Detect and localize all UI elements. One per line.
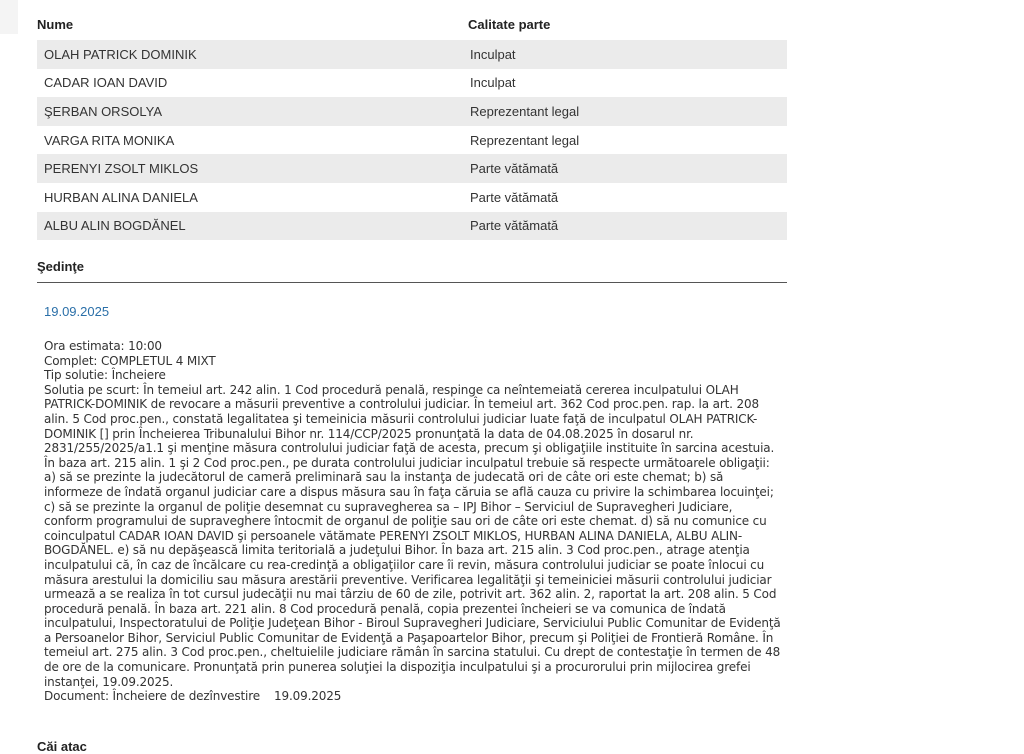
- party-name: ŞERBAN ORSOLYA: [37, 97, 468, 126]
- session-entry: [44, 304, 784, 704]
- table-row: [37, 212, 787, 241]
- party-name: CADAR IOAN DAVID: [37, 69, 468, 98]
- table-row: [37, 40, 787, 69]
- column-header-role: Calitate parte: [468, 16, 551, 32]
- party-name: VARGA RITA MONIKA: [37, 126, 468, 155]
- session-estimated-time: Ora estimata: 10:00: [44, 339, 162, 353]
- column-header-name: Nume: [37, 16, 74, 32]
- party-role: Inculpat: [468, 40, 787, 69]
- party-role: Parte vătămată: [468, 212, 787, 241]
- table-row: [37, 69, 787, 98]
- session-solution-summary: Solutia pe scurt: În temeiul art. 242 alin. 1 Cod procedură penală, respinge ca neîntemeiată cererea inculpatului OLAH PATRICK-DOMINIK de revocare a măsurii preventive a controlului judiciar. În temeiul art. 362 Cod proc.pen. rap. la art. 208 alin. 5 Cod proc.pen., constată legalitatea şi temeinicia măsurii controlului judiciar luate faţă de inculpatul OLAH PATRICK-DOMINIK [] prin Încheierea Tribunalului Bihor nr. 114/CCP/2025 pronunţată la data de 04.08.2025 în dosarul nr. 2831/255/2025/a1.1 şi menţine măsura controlului judiciar faţă de acesta, precum şi obligaţiile instituite în sarcina acestuia. În baza art. 215 alin. 1 şi 2 Cod proc.pen., pe durata controlului judiciar inculpatul trebuie să respecte următoarele obligaţii: a) să se prezinte la judecătorul de cameră preliminară sau la instanţa de judecată ori de câte ori este chemat; b) să informeze de îndată organul judiciar care a dispus măsura sau în faţa căruia se află cauza cu privire la schimbarea locuinţei; c) să se prezinte la organul de poliţie desemnat cu supravegherea sa – IPJ Bihor – Serviciul de Supravegheri Judiciare, conform programului de supraveghere întocmit de organul de poliţie sau ori de câte ori este chemat. d) să nu comunice cu coinculpatul CADAR IOAN DAVID şi persoanele vătămate PERENYI ZSOLT MIKLOS, HURBAN ALINA DANIELA, ALBU ALIN-BOGDĂNEL. e) să nu depăşească limita teritorială a judeţului Bihor. În baza art. 215 alin. 3 Cod proc.pen., atrage atenţia inculpatului că, în caz de încălcare cu rea-credinţă a obligaţiilor care îi revin, măsura controlului judiciar se poate înlocui cu măsura arestului la domiciliu sau măsura arestării preventive. Verificarea legalităţii şi temeiniciei măsurii controlului judiciar urmează a se realiza în tot cursul judecăţii nu mai târziu de 60 de zile, potrivit art. 362 alin. 2, raportat la art. 208 alin. 5 Cod procedură penală. În baza art. 221 alin. 8 Cod procedură penală, copia prezentei încheieri se va comunica de îndată inculpatului, Inspectoratului de Poliţie Judeţean Bihor - Biroul Supravegheri Judiciare, Serviciului Public Comunitar de Evidenţă a Persoanelor Bihor, Serviciul Public Comunitar de Evidenţă a Paşapoartelor Bihor, precum şi Poliţiei de Frontieră Române. În temeiul art. 275 alin. 3 Cod proc.pen., cheltuielile judiciare rămân în sarcina statului. Cu drept de contestaţie în termen de 48 de ore de la comunicare. Pronunţată prin punerea soluţiei la dispoziţia inculpatului şi a procurorului prin mijlocirea grefei instanţei, 19.09.2025.: [44, 382, 781, 689]
- sessions-section-title: Şedinţe: [37, 259, 787, 283]
- session-document-date: 19.09.2025: [273, 689, 342, 704]
- session-details: [44, 339, 784, 704]
- table-row: [37, 126, 787, 155]
- table-row: [37, 154, 787, 183]
- session-document-label: Document: Încheiere de dezînvestire: [44, 689, 260, 704]
- session-solution-type: Tip solutie: Încheiere: [44, 368, 166, 383]
- left-edge-tab: [0, 0, 18, 34]
- parties-table-header: [37, 8, 787, 40]
- party-name: PERENYI ZSOLT MIKLOS: [37, 154, 468, 183]
- table-row: [37, 183, 787, 212]
- parties-table: [37, 8, 787, 240]
- table-row: [37, 97, 787, 126]
- session-date: 19.09.2025: [44, 304, 110, 319]
- session-panel: Complet: COMPLETUL 4 MIXT: [44, 353, 216, 368]
- party-role: Inculpat: [468, 69, 787, 98]
- party-name: HURBAN ALINA DANIELA: [37, 183, 468, 212]
- party-role: Parte vătămată: [468, 154, 787, 183]
- party-name: OLAH PATRICK DOMINIK: [37, 40, 468, 69]
- party-role: Parte vătămată: [468, 183, 787, 212]
- session-document: [44, 689, 784, 704]
- appeals-section-title: Căi atac: [37, 739, 87, 754]
- party-name: ALBU ALIN BOGDĂNEL: [37, 212, 468, 241]
- party-role: Reprezentant legal: [468, 126, 787, 155]
- party-role: Reprezentant legal: [468, 97, 787, 126]
